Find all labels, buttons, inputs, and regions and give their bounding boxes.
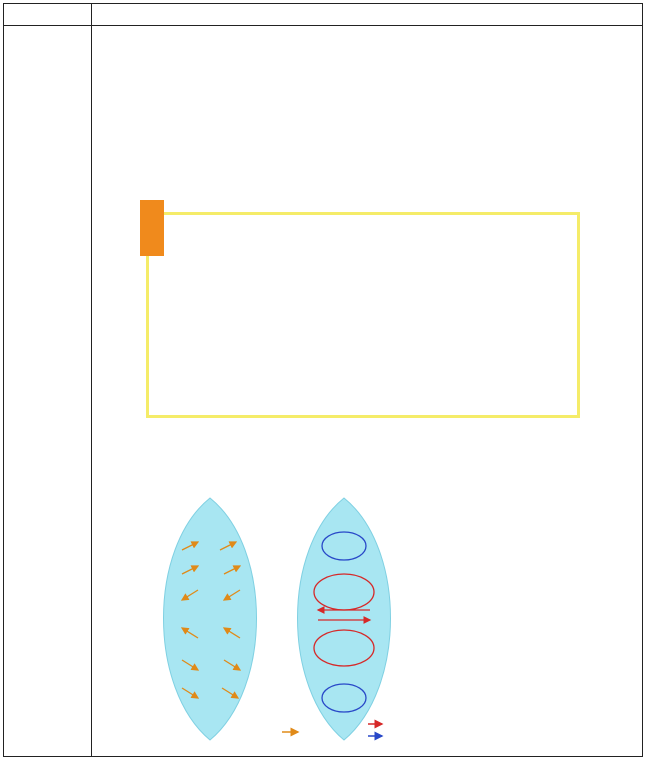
current-figure — [132, 488, 428, 750]
row-label — [4, 26, 92, 757]
content-cell — [92, 26, 643, 757]
source-label — [4, 4, 92, 26]
left-lens — [164, 498, 257, 740]
knowledge-box — [146, 212, 580, 418]
source-value — [92, 4, 643, 26]
right-lens — [298, 498, 391, 740]
knowledge-tag — [140, 200, 164, 256]
